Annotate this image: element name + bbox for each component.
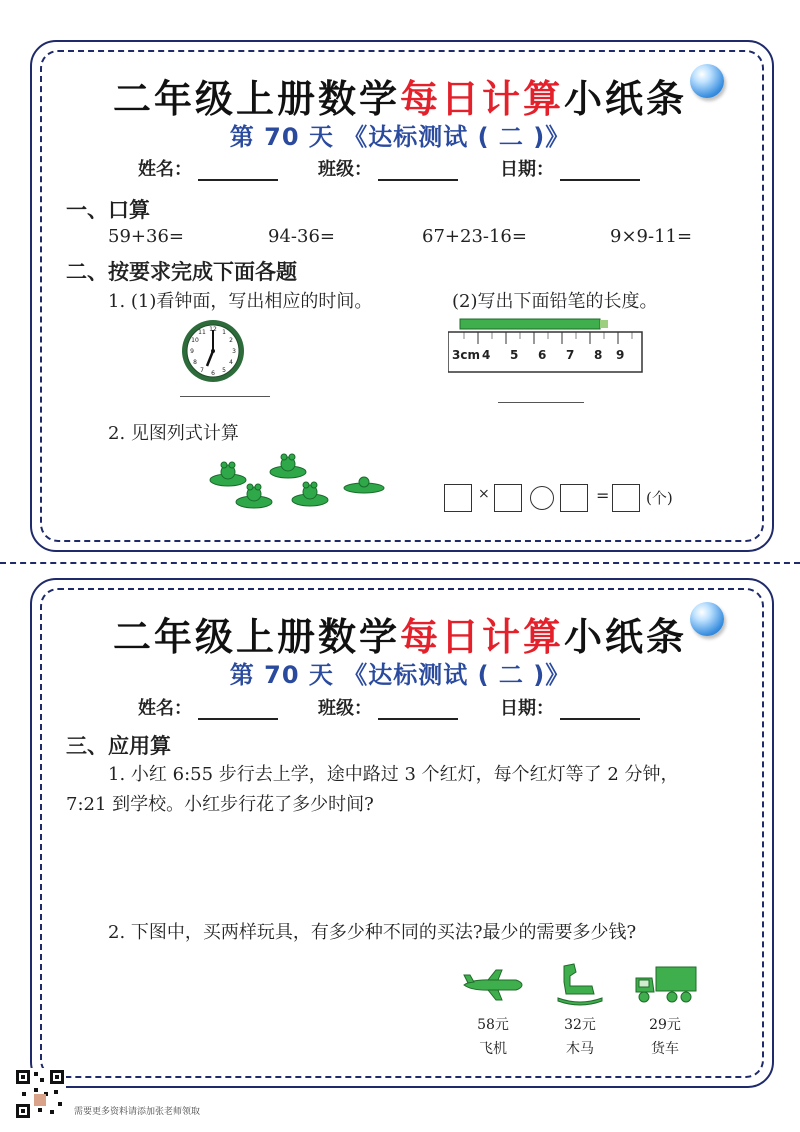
airplane-icon: [462, 968, 524, 1002]
toy-name: 木马: [566, 1041, 594, 1057]
name-field: 姓名：: [138, 694, 278, 720]
equals-sign: =: [596, 486, 610, 505]
ruler-label: 3cm: [452, 348, 480, 362]
ruler-icon: [448, 316, 644, 376]
page-title: 二年级上册数学每日计算小纸条: [112, 77, 688, 121]
part1-heading: 一、口算: [66, 198, 150, 222]
ruler-label: 5: [510, 348, 519, 362]
date-blank[interactable]: [560, 700, 640, 720]
toy-price: 29元: [649, 1017, 681, 1033]
svg-text:3: 3: [232, 348, 236, 355]
page-subtitle: 第 70 天 《达标测试 ( 二 )》: [229, 661, 571, 689]
class-field: 班级：: [318, 155, 458, 181]
rocking-horse-icon: [556, 962, 604, 1006]
svg-text:1: 1: [222, 329, 226, 336]
word-problem-1-line2: 7:21 到学校。小红步行花了多少时间?: [66, 794, 374, 815]
qr-code-icon: [14, 1068, 66, 1120]
clock-icon: [180, 318, 246, 384]
oral-problem: 67+23-16=: [422, 226, 527, 247]
ruler-label: 7: [566, 348, 575, 362]
svg-text:6: 6: [211, 370, 215, 377]
operator-circle[interactable]: [530, 486, 554, 510]
oral-problem: 94-36=: [268, 226, 335, 247]
oral-problem: 9×9-11=: [610, 226, 693, 247]
unit-label: (个): [646, 489, 673, 507]
svg-text:8: 8: [193, 359, 197, 366]
name-blank[interactable]: [198, 700, 278, 720]
part3-heading: 三、应用算: [66, 734, 171, 758]
svg-text:9: 9: [190, 348, 194, 355]
footer-note: 需要更多资料请添加张老师领取: [74, 1107, 201, 1117]
answer-box[interactable]: [612, 484, 640, 512]
svg-text:4: 4: [229, 359, 233, 366]
date-field: 日期：: [500, 155, 640, 181]
times-sign: ×: [478, 486, 490, 502]
svg-text:12: 12: [209, 326, 217, 333]
truck-icon: [634, 964, 698, 1004]
oral-problem: 59+36=: [108, 226, 184, 247]
ruler-label: 8: [594, 348, 603, 362]
page-subtitle: 第 70 天 《达标测试 ( 二 )》: [229, 123, 571, 151]
svg-text:5: 5: [222, 367, 226, 374]
date-field: 日期：: [500, 694, 640, 720]
class-blank[interactable]: [378, 161, 458, 181]
answer-box[interactable]: [494, 484, 522, 512]
ruler-label: 9: [616, 348, 625, 362]
toy-name: 飞机: [479, 1041, 507, 1057]
clock-answer-line[interactable]: [180, 396, 270, 397]
part2-heading: 二、按要求完成下面各题: [66, 260, 297, 284]
name-blank[interactable]: [198, 161, 278, 181]
question-clock: 1. (1)看钟面，写出相应的时间。: [108, 291, 373, 312]
class-field: 班级：: [318, 694, 458, 720]
blue-ball-icon: [690, 64, 724, 98]
svg-text:10: 10: [191, 337, 199, 344]
blue-ball-icon: [690, 602, 724, 636]
word-problem-1-line1: 1. 小红 6:55 步行去上学，途中路过 3 个红灯，每个红灯等了 2 分钟，: [108, 764, 679, 785]
cut-line: [0, 562, 800, 564]
name-field: 姓名：: [138, 155, 278, 181]
question-picture: 2. 见图列式计算: [108, 423, 239, 444]
class-blank[interactable]: [378, 700, 458, 720]
ruler-label: 4: [482, 348, 491, 362]
page-title: 二年级上册数学每日计算小纸条: [112, 615, 688, 659]
svg-text:7: 7: [200, 367, 204, 374]
toy-price: 58元: [477, 1017, 509, 1033]
pencil-answer-line[interactable]: [498, 402, 584, 403]
plant-group-icon: [206, 452, 390, 516]
toy-price: 32元: [564, 1017, 596, 1033]
toy-name: 货车: [651, 1041, 679, 1057]
question-pencil: (2)写出下面铅笔的长度。: [452, 291, 658, 312]
date-blank[interactable]: [560, 161, 640, 181]
word-problem-2: 2. 下图中，买两样玩具，有多少种不同的买法?最少的需要多少钱?: [108, 922, 637, 943]
svg-text:11: 11: [198, 329, 206, 336]
answer-box[interactable]: [444, 484, 472, 512]
ruler-label: 6: [538, 348, 547, 362]
svg-text:2: 2: [229, 337, 233, 344]
answer-box[interactable]: [560, 484, 588, 512]
